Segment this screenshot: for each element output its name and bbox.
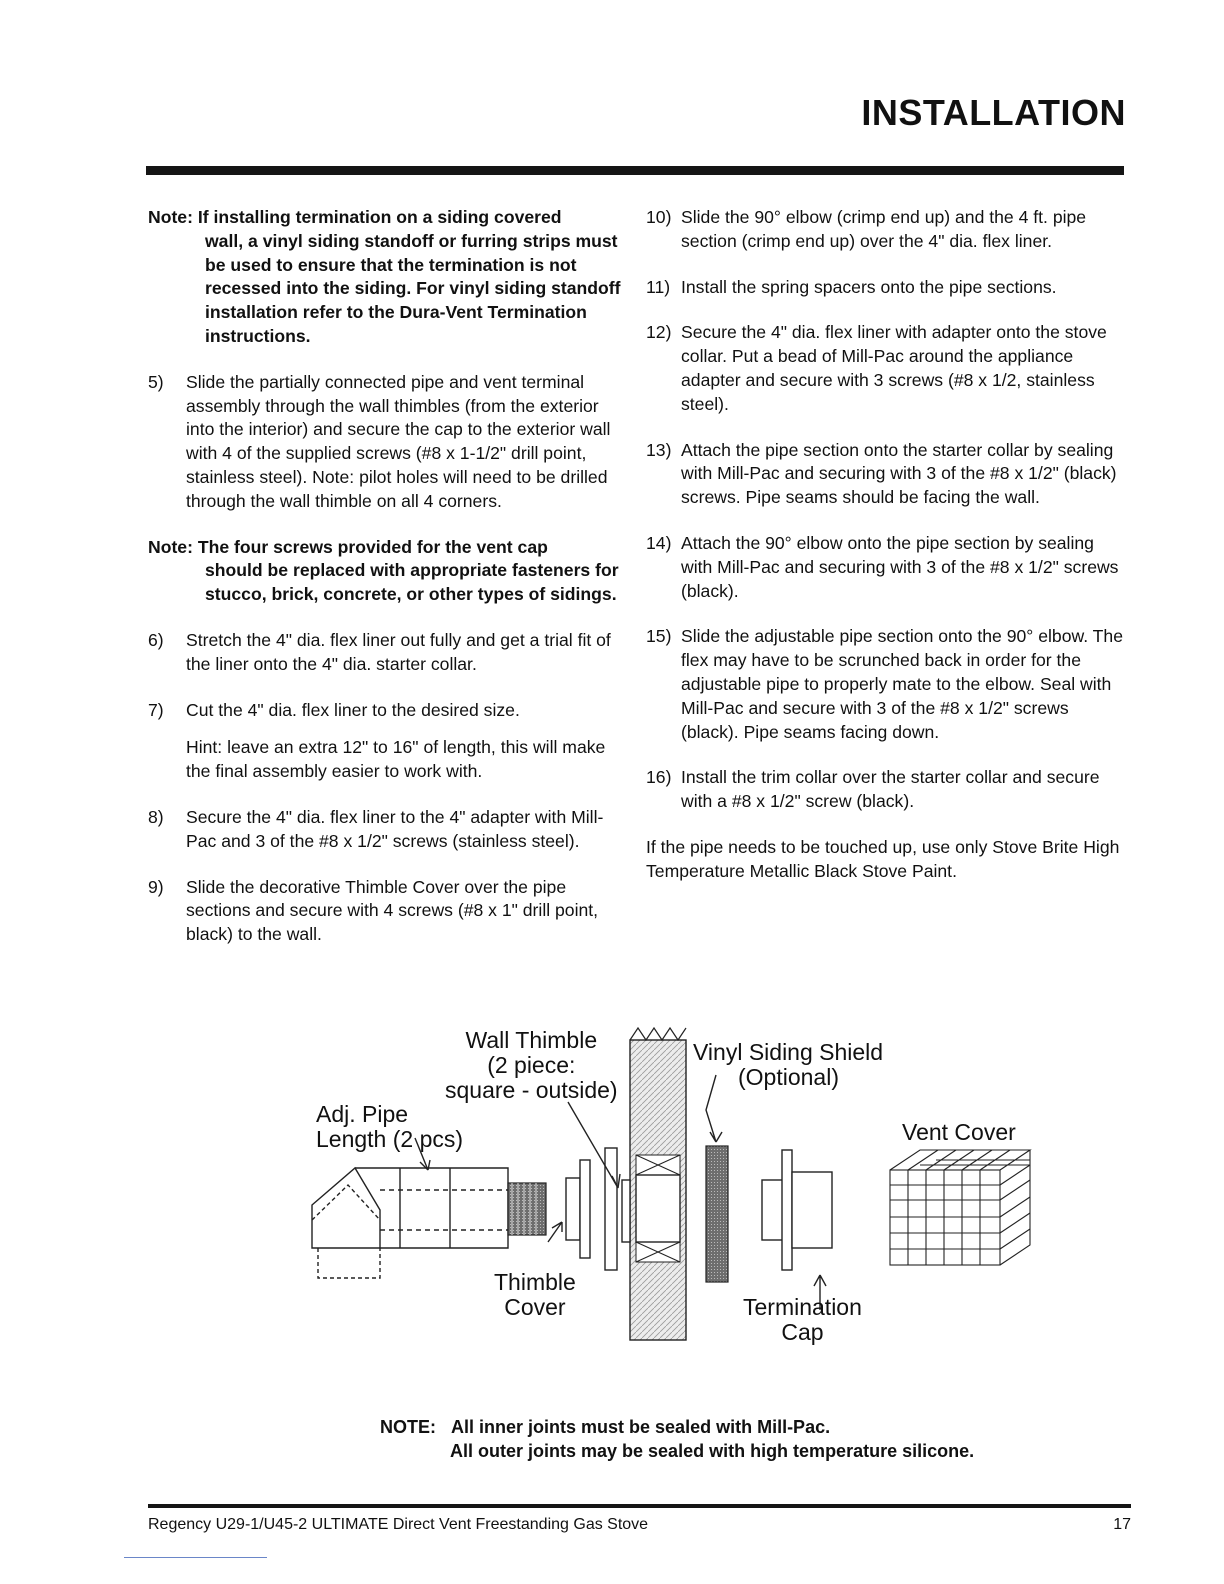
step-number: 11) [646, 276, 671, 297]
label-line: Wall Thimble [465, 1027, 598, 1053]
step-9 [148, 876, 628, 947]
label-line: (2 piece: [487, 1052, 576, 1078]
hint-text: Hint: leave an extra 12" to 16" of length, this will make the final assembly easier to work with. [186, 737, 606, 782]
page-footer [148, 1516, 1131, 1534]
vent-diagram [300, 1020, 1040, 1360]
touch-up-paragraph: If the pipe needs to be touched up, use only Stove Brite High Temperature Metallic Black Stove Paint. [646, 836, 1120, 881]
step-text: Slide the 90° elbow (crimp end up) and the 4 ft. pipe section (crimp end up) over the 4" dia. flex liner. [681, 207, 1087, 251]
note-first-line: The four screws provided for the vent cap [197, 536, 548, 557]
vinyl-siding-shield-label [693, 1040, 883, 1090]
note-siding [148, 206, 628, 349]
step-number: 15) [646, 626, 672, 647]
top-rule [146, 166, 1124, 175]
note-lead: Note: [148, 536, 193, 557]
vent-cover-part [890, 1150, 1030, 1265]
link-underline [124, 1557, 267, 1558]
step-15 [646, 625, 1130, 744]
label-line: Cap [781, 1319, 824, 1345]
bottom-rule [148, 1504, 1131, 1508]
termination-cap-label [743, 1295, 862, 1345]
step-14 [646, 532, 1130, 603]
step-number: 16) [646, 767, 672, 788]
step-text: Install the spring spacers onto the pipe sections. [681, 276, 1057, 297]
label-line: Vinyl Siding Shield [693, 1039, 884, 1065]
label-line: square - outside) [445, 1077, 618, 1103]
vent-cover-label: Vent Cover [902, 1119, 1016, 1145]
termination-cap-part [762, 1150, 832, 1270]
label-line: (Optional) [738, 1064, 839, 1090]
label-line: Length (2 pcs) [316, 1126, 464, 1152]
step-text: Secure the 4" dia. flex liner with adapter onto the stove collar. Put a bead of Mill-Pac around the appliance adapter and secure with 3 screws (#8 x 1/2, stainless steel). [681, 322, 1107, 414]
adj-pipe-label [316, 1102, 463, 1152]
step-number: 10) [646, 207, 672, 227]
note-line-1: All inner joints must be sealed with Mill-Pac. [451, 1417, 831, 1437]
step-text: Secure the 4" dia. flex liner to the 4" adapter with Mill-Pac and 3 of the #8 x 1/2" screws (stainless steel). [186, 806, 604, 851]
note-line-2: All outer joints may be sealed with high temperature silicone. [450, 1441, 975, 1461]
step-text: Slide the decorative Thimble Cover over the pipe sections and secure with 4 screws (#8 x 1" drill point, black) to the wall. [186, 876, 599, 945]
step-text: Install the trim collar over the starter collar and secure with a #8 x 1/2" screw (black). [681, 767, 1100, 812]
page-number: 17 [1113, 1516, 1131, 1533]
step-number: 12) [646, 322, 672, 343]
step-number: 7) [148, 699, 164, 720]
label-line: Adj. Pipe [316, 1101, 409, 1127]
thimble-cover-label [494, 1270, 576, 1320]
step-number: 13) [646, 439, 672, 460]
label-line: Termination [743, 1294, 862, 1320]
step-11 [646, 276, 1130, 300]
step-number: 14) [646, 532, 672, 553]
note-lead: Note: [148, 207, 193, 227]
step-5 [148, 371, 628, 514]
label-line: Thimble [494, 1269, 576, 1295]
right-column [646, 206, 1130, 884]
page-title: INSTALLATION [861, 92, 1126, 133]
sealing-note [380, 1415, 974, 1463]
label-line: Cover [504, 1294, 566, 1320]
step-number: 8) [148, 806, 164, 827]
step-8 [148, 806, 628, 854]
left-column [148, 206, 628, 969]
note-first-line: If installing termination on a siding covered [197, 207, 562, 227]
step-16 [646, 766, 1130, 814]
step-13 [646, 439, 1130, 510]
step-10 [646, 206, 1130, 254]
step-text: Stretch the 4" dia. flex liner out fully and get a trial fit of the liner onto the 4" dia. starter collar. [186, 629, 611, 674]
step-number: 9) [148, 876, 164, 897]
note-lead: NOTE: [380, 1417, 436, 1437]
step-12 [646, 321, 1130, 416]
note-screws [148, 536, 628, 607]
vent-diagram-drawing [300, 1020, 1040, 1360]
step-text: Cut the 4" dia. flex liner to the desired size. [186, 699, 520, 720]
step-text: Slide the partially connected pipe and vent terminal assembly through the wall thimbles (from the exterior into the interior) and secure the cap to the exterior wall with 4 of the supplied screws (#8 x 1-1/2" drill point, stainless steel). Note: pilot holes will need to be drilled through the wall thimble on all 4 corners. [186, 371, 611, 511]
wall-thimble-label [445, 1028, 618, 1103]
step-text: Attach the pipe section onto the starter collar by sealing with Mill-Pac and securing with 3 of the #8 x 1/2" (black) screws. Pipe seams should be facing the wall. [681, 439, 1117, 508]
note-body: wall, a vinyl siding standoff or furring strips must be used to ensure that the termination is not recessed into the siding. For vinyl siding standoff installation refer to the Dura-Vent Termination instructions. [205, 230, 621, 346]
step-text: Slide the adjustable pipe section onto the 90° elbow. The flex may have to be scrunched back in order for the adjustable pipe to properly mate to the elbow. Seal with Mill-Pac and secure with 3 of the #8 x 1/2" screws (black). Pipe seams facing down. [681, 626, 1123, 742]
adj-pipe-elbow [312, 1168, 508, 1278]
step-number: 5) [148, 371, 164, 392]
wall-section [622, 1028, 686, 1340]
thimble-cover-part [566, 1148, 617, 1270]
step-7 [148, 699, 628, 723]
step-6 [148, 629, 628, 677]
note-body: should be replaced with appropriate fasteners for stucco, brick, concrete, or other types of sidings. [205, 560, 619, 605]
step-number: 6) [148, 629, 164, 650]
flex-connector [508, 1183, 546, 1235]
footer-title: Regency U29-1/U45-2 ULTIMATE Direct Vent Freestanding Gas Stove [148, 1516, 649, 1533]
step-text: Attach the 90° elbow onto the pipe section by sealing with Mill-Pac and securing with 3 of the #8 x 1/2" screws (black). [681, 532, 1119, 601]
vinyl-siding-shield-part [706, 1146, 728, 1282]
